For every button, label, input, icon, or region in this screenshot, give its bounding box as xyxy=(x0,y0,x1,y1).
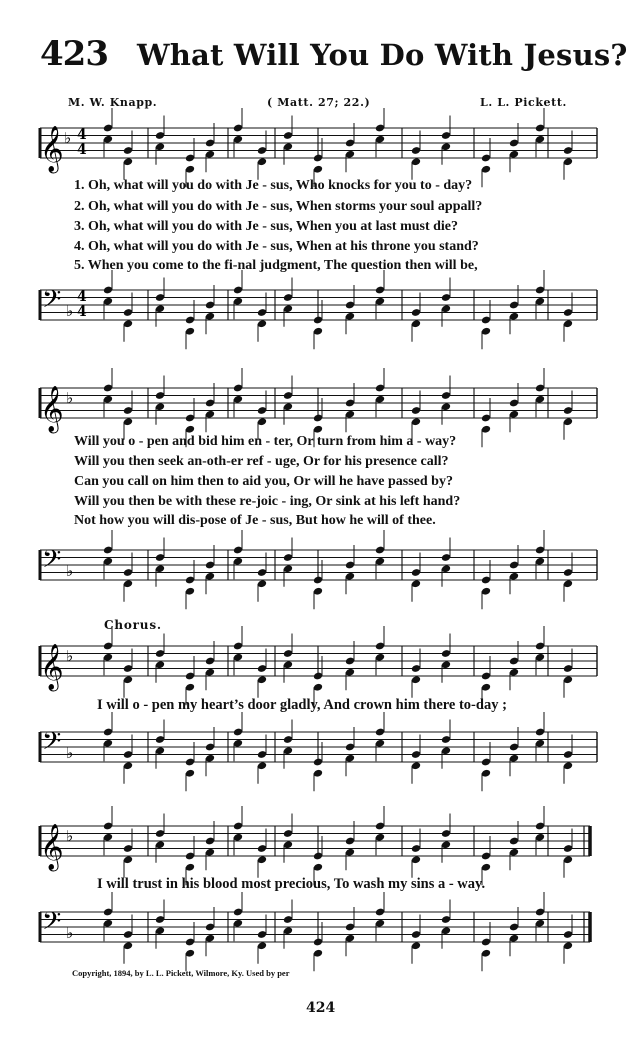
key-signature-flat-icon: ♭ xyxy=(66,302,74,320)
verse-2-line-1: 2. Oh, what will you do with Je - sus, When storms your soul appall? xyxy=(74,199,483,214)
verse-1-line-2: Will you o - pen and bid him en - ter, Or turn from him a - way? xyxy=(74,434,457,449)
verse-2-line-2: Will you then seek an-oth-er ref - uge, Or for his presence call? xyxy=(74,454,449,469)
copyright-notice: Copyright, 1894, by L. L. Pickett, Wilmore, Ky. Used by per xyxy=(72,968,290,978)
treble-clef-icon: 𝄞 xyxy=(40,824,64,870)
system1-treble-staff xyxy=(0,118,640,178)
verse-4-line-2: Will you then be with these re-joic - ing, Or sink at his left hand? xyxy=(74,494,461,509)
system1-bass-staff xyxy=(0,280,640,340)
key-signature-flat-icon: ♭ xyxy=(64,129,72,147)
time-signature-top: 4 xyxy=(77,127,87,143)
bass-clef-icon: 𝄢 xyxy=(42,285,62,320)
bass-clef-icon: 𝄢 xyxy=(42,545,62,580)
treble-clef-icon: 𝄞 xyxy=(40,386,64,432)
scripture-reference: ( Matt. 27; 22.) xyxy=(267,96,371,109)
composer-credit: L. L. Pickett. xyxy=(480,96,567,109)
system2-bass-staff xyxy=(0,540,640,600)
system4-treble-staff xyxy=(0,816,640,876)
verse-4-line-1: 4. Oh, what will you do with Je - sus, When at his throne you stand? xyxy=(74,239,479,254)
chorus-line-1: I will o - pen my heart’s door gladly, And crown him there to-day ; xyxy=(97,697,507,713)
time-signature-top: 4 xyxy=(77,289,87,305)
system3-bass-staff xyxy=(0,722,640,782)
time-signature-bottom: 4 xyxy=(77,304,87,320)
system2-treble-staff xyxy=(0,378,640,438)
page-number: 424 xyxy=(306,1000,336,1016)
verse-3-line-2: Can you call on him then to aid you, Or will he have passed by? xyxy=(74,474,453,489)
hymn-number: 423 xyxy=(40,34,108,74)
verse-5-line-2: Not how you will dis-pose of Je - sus, But how he will of thee. xyxy=(74,513,436,528)
key-signature-flat-icon: ♭ xyxy=(66,924,74,942)
treble-clef-icon: 𝄞 xyxy=(40,126,64,172)
hymn-title: What Will You Do With Jesus? xyxy=(137,38,628,72)
verse-3-line-1: 3. Oh, what will you do with Je - sus, When you at last must die? xyxy=(74,219,459,234)
chorus-line-2: I will trust in his blood most precious, To wash my sins a - way. xyxy=(97,876,486,892)
key-signature-flat-icon: ♭ xyxy=(66,827,74,845)
key-signature-flat-icon: ♭ xyxy=(66,562,74,580)
verse-1-line-1: 1. Oh, what will you do with Je - sus, Who knocks for you to - day? xyxy=(74,178,473,193)
time-signature-bottom: 4 xyxy=(77,142,87,158)
treble-clef-icon: 𝄞 xyxy=(40,644,64,690)
verse-5-line-1: 5. When you come to the fi-nal judgment, The question then will be, xyxy=(74,258,478,273)
key-signature-flat-icon: ♭ xyxy=(66,647,74,665)
author-credit: M. W. Knapp. xyxy=(68,96,158,109)
bass-clef-icon: 𝄢 xyxy=(42,907,62,942)
bass-clef-icon: 𝄢 xyxy=(42,727,62,762)
chorus-label: Chorus. xyxy=(104,618,162,632)
key-signature-flat-icon: ♭ xyxy=(66,744,74,762)
system4-bass-staff xyxy=(0,902,640,962)
system3-treble-staff xyxy=(0,636,640,696)
key-signature-flat-icon: ♭ xyxy=(66,389,74,407)
